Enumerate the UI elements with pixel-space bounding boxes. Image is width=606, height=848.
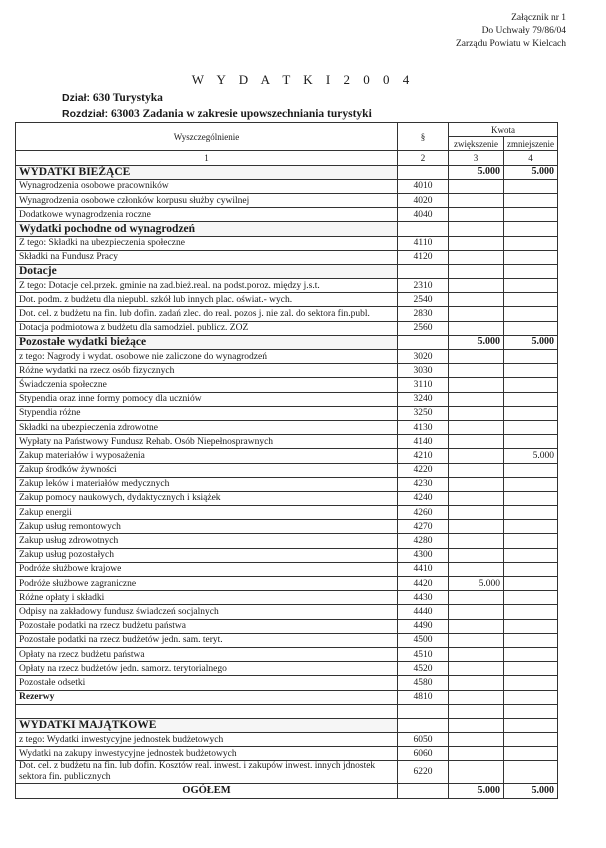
increase-cell: 5.000 <box>449 335 504 349</box>
decrease-cell <box>504 562 558 576</box>
table-row <box>16 520 558 534</box>
item-description: Z tego: Dotacje cel.przek. gminie na zad.bież.real. na podst.poroz. między j.s.t. <box>16 279 398 293</box>
item-description: Pozostałe podatki na rzecz budżetu państwa <box>16 619 398 633</box>
decrease-cell <box>504 307 558 321</box>
table-row <box>16 761 558 784</box>
table-row <box>16 477 558 491</box>
item-paragraph: 3110 <box>398 378 449 392</box>
decrease-cell <box>504 633 558 647</box>
colnum-3: 3 <box>449 151 504 165</box>
total-row <box>16 784 558 798</box>
table-row <box>16 605 558 619</box>
item-description: z tego: Wydatki inwestycyjne jednostek budżetowych <box>16 733 398 747</box>
increase-cell <box>449 647 504 661</box>
item-paragraph: 4270 <box>398 520 449 534</box>
table-row <box>16 747 558 761</box>
header-description: Wyszczególnienie <box>16 123 398 151</box>
increase-cell <box>449 548 504 562</box>
section-row <box>16 165 558 179</box>
item-paragraph: 4110 <box>398 236 449 250</box>
increase-cell <box>449 463 504 477</box>
increase-cell <box>449 534 504 548</box>
header-decrease: zmniejszenie <box>504 137 558 151</box>
item-description: Różne wydatki na rzecz osób fizycznych <box>16 364 398 378</box>
increase-cell <box>449 179 504 193</box>
chapter-value: 63003 Zadania w zakresie upowszechniania turystyki <box>110 108 372 120</box>
page-title: W Y D A T K I 2 0 0 4 <box>191 72 415 87</box>
increase-cell <box>449 208 504 222</box>
item-description: Składki na ubezpieczenia zdrowotne <box>16 420 398 434</box>
item-paragraph: 4500 <box>398 633 449 647</box>
decrease-cell <box>504 406 558 420</box>
decrease-cell <box>504 392 558 406</box>
item-description: Wynagrodzenia osobowe pracowników <box>16 179 398 193</box>
table-row <box>16 463 558 477</box>
table-row <box>16 179 558 193</box>
decrease-cell <box>504 619 558 633</box>
item-paragraph: 4140 <box>398 435 449 449</box>
item-paragraph: 4260 <box>398 506 449 520</box>
item-description: Podróże służbowe krajowe <box>16 562 398 576</box>
item-description: Zakup leków i materiałów medycznych <box>16 477 398 491</box>
increase-cell <box>449 321 504 335</box>
item-paragraph: 4580 <box>398 676 449 690</box>
increase-cell <box>449 605 504 619</box>
item-paragraph: 4040 <box>398 208 449 222</box>
increase-cell <box>449 193 504 207</box>
section-title: WYDATKI BIEŻĄCE <box>16 165 398 179</box>
header-row <box>16 123 558 137</box>
item-description: Pozostałe odsetki <box>16 676 398 690</box>
decrease-cell <box>504 463 558 477</box>
item-paragraph: 4440 <box>398 605 449 619</box>
section-title: WYDATKI MAJĄTKOWE <box>16 718 398 732</box>
decrease-cell: 5.000 <box>504 165 558 179</box>
decrease-cell <box>504 208 558 222</box>
table-row <box>16 506 558 520</box>
increase-cell <box>449 477 504 491</box>
decrease-cell <box>504 264 558 278</box>
attachment-header <box>456 12 566 51</box>
increase-cell <box>449 250 504 264</box>
item-description: Dot. podm. z budżetu dla niepubl. szkół lub innych plac. oświat.- wych. <box>16 293 398 307</box>
paragraph-cell <box>398 264 449 278</box>
increase-cell <box>449 733 504 747</box>
table-row <box>16 435 558 449</box>
decrease-cell <box>504 605 558 619</box>
item-paragraph: 3240 <box>398 392 449 406</box>
table-row <box>16 534 558 548</box>
item-paragraph: 4220 <box>398 463 449 477</box>
item-description: Podróże służbowe zagraniczne <box>16 577 398 591</box>
decrease-cell <box>504 179 558 193</box>
colnum-2: 2 <box>398 151 449 165</box>
item-paragraph: 6060 <box>398 747 449 761</box>
item-description: Z tego: Składki na ubezpieczenia społeczne <box>16 236 398 250</box>
item-paragraph: 3020 <box>398 350 449 364</box>
table-row <box>16 406 558 420</box>
table-row <box>16 392 558 406</box>
increase-cell <box>449 236 504 250</box>
decrease-cell <box>504 548 558 562</box>
decrease-cell <box>504 591 558 605</box>
table-row <box>16 420 558 434</box>
table-row <box>16 591 558 605</box>
item-description: Zakup usług remontowych <box>16 520 398 534</box>
blank-cell <box>16 704 398 718</box>
decrease-cell <box>504 534 558 548</box>
increase-cell <box>449 676 504 690</box>
decrease-cell <box>504 193 558 207</box>
item-description: Dot. cel. z budżetu na fin. lub dofin. zadań zlec. do real. pozos j. nie zal. do sektora fin.publ. <box>16 307 398 321</box>
item-description: Opłaty na rzecz budżetu państwa <box>16 647 398 661</box>
increase-cell <box>449 222 504 236</box>
chapter-label: Rozdział: <box>62 108 109 120</box>
section-row <box>16 222 558 236</box>
colnum-4: 4 <box>504 151 558 165</box>
table-row <box>16 619 558 633</box>
table-row <box>16 548 558 562</box>
item-paragraph: 6050 <box>398 733 449 747</box>
item-description: Wypłaty na Państwowy Fundusz Rehab. Osób Niepełnosprawnych <box>16 435 398 449</box>
item-paragraph: 4280 <box>398 534 449 548</box>
decrease-cell <box>504 761 558 784</box>
increase-cell <box>449 619 504 633</box>
table-row <box>16 279 558 293</box>
item-description: Wydatki na zakupy inwestycyjne jednostek budżetowych <box>16 747 398 761</box>
table-row <box>16 321 558 335</box>
table-row <box>16 733 558 747</box>
decrease-cell <box>504 676 558 690</box>
item-paragraph: 4510 <box>398 647 449 661</box>
resolution-reference: Do Uchwały 79/86/04 <box>481 26 566 36</box>
expenditure-table <box>15 122 558 799</box>
item-description: Zakup usług zdrowotnych <box>16 534 398 548</box>
increase-cell <box>449 761 504 784</box>
decrease-cell: 5.000 <box>504 449 558 463</box>
attachment-number: Załącznik nr 1 <box>511 13 566 23</box>
table-row <box>16 350 558 364</box>
decrease-cell <box>504 477 558 491</box>
increase-cell <box>449 350 504 364</box>
decrease-cell <box>504 506 558 520</box>
item-paragraph: 4300 <box>398 548 449 562</box>
blank-cell <box>398 704 449 718</box>
decrease-cell <box>504 321 558 335</box>
item-description: Zakup usług pozostałych <box>16 548 398 562</box>
item-paragraph: 6220 <box>398 761 449 784</box>
item-paragraph: 4490 <box>398 619 449 633</box>
blank-cell <box>504 704 558 718</box>
item-paragraph: 4020 <box>398 193 449 207</box>
item-paragraph: 2310 <box>398 279 449 293</box>
decrease-cell <box>504 222 558 236</box>
increase-cell <box>449 293 504 307</box>
item-description: Składki na Fundusz Pracy <box>16 250 398 264</box>
increase-cell <box>449 264 504 278</box>
table-row <box>16 250 558 264</box>
section-title: Dotacje <box>16 264 398 278</box>
paragraph-cell <box>398 222 449 236</box>
item-paragraph: 3250 <box>398 406 449 420</box>
table-row <box>16 364 558 378</box>
item-description: Stypendia różne <box>16 406 398 420</box>
item-paragraph: 2830 <box>398 307 449 321</box>
paragraph-cell <box>398 784 449 798</box>
table-row <box>16 647 558 661</box>
increase-cell <box>449 364 504 378</box>
decrease-cell <box>504 577 558 591</box>
chapter-line <box>62 108 372 120</box>
increase-cell <box>449 662 504 676</box>
total-decrease: 5.000 <box>504 784 558 798</box>
item-paragraph: 4130 <box>398 420 449 434</box>
table-row <box>16 690 558 704</box>
decrease-cell <box>504 647 558 661</box>
item-description: Dotacja podmiotowa z budżetu dla samodziel. publicz. ZOZ <box>16 321 398 335</box>
increase-cell <box>449 520 504 534</box>
paragraph-cell <box>398 718 449 732</box>
table-row <box>16 633 558 647</box>
header-amount: Kwota <box>449 123 558 137</box>
item-paragraph: 4430 <box>398 591 449 605</box>
decrease-cell <box>504 733 558 747</box>
section-title: Pozostałe wydatki bieżące <box>16 335 398 349</box>
item-description: Zakup energii <box>16 506 398 520</box>
section-row <box>16 264 558 278</box>
decrease-cell <box>504 747 558 761</box>
table-row <box>16 193 558 207</box>
table-row <box>16 378 558 392</box>
item-description: Pozostałe podatki na rzecz budżetów jedn. sam. teryt. <box>16 633 398 647</box>
table-row <box>16 491 558 505</box>
increase-cell <box>449 279 504 293</box>
item-paragraph: 4210 <box>398 449 449 463</box>
decrease-cell: 5.000 <box>504 335 558 349</box>
item-description: Świadczenia społeczne <box>16 378 398 392</box>
increase-cell: 5.000 <box>449 577 504 591</box>
increase-cell <box>449 449 504 463</box>
header-paragraph: § <box>398 123 449 151</box>
increase-cell <box>449 747 504 761</box>
section-row <box>16 718 558 732</box>
decrease-cell <box>504 236 558 250</box>
item-paragraph: 4010 <box>398 179 449 193</box>
decrease-cell <box>504 279 558 293</box>
blank-cell <box>449 704 504 718</box>
decrease-cell <box>504 690 558 704</box>
total-increase: 5.000 <box>449 784 504 798</box>
total-label: OGÓŁEM <box>16 784 398 798</box>
increase-cell <box>449 690 504 704</box>
table-row <box>16 577 558 591</box>
decrease-cell <box>504 435 558 449</box>
increase-cell <box>449 562 504 576</box>
item-description: z tego: Nagrody i wydat. osobowe nie zaliczone do wynagrodzeń <box>16 350 398 364</box>
paragraph-cell <box>398 165 449 179</box>
increase-cell <box>449 491 504 505</box>
division-label: Dział: <box>62 92 91 104</box>
item-paragraph: 3030 <box>398 364 449 378</box>
item-paragraph: 2560 <box>398 321 449 335</box>
colnum-1: 1 <box>16 151 398 165</box>
issuing-board: Zarządu Powiatu w Kielcach <box>456 39 566 49</box>
increase-cell: 5.000 <box>449 165 504 179</box>
table-row <box>16 676 558 690</box>
table-row <box>16 562 558 576</box>
increase-cell <box>449 392 504 406</box>
increase-cell <box>449 633 504 647</box>
item-description: Stypendia oraz inne formy pomocy dla uczniów <box>16 392 398 406</box>
item-description: Rezerwy <box>16 690 398 704</box>
item-paragraph: 4810 <box>398 690 449 704</box>
decrease-cell <box>504 420 558 434</box>
item-description: Odpisy na zakładowy fundusz świadczeń socjalnych <box>16 605 398 619</box>
column-number-row <box>16 151 558 165</box>
decrease-cell <box>504 718 558 732</box>
item-description: Zakup środków żywności <box>16 463 398 477</box>
table-row <box>16 449 558 463</box>
paragraph-cell <box>398 335 449 349</box>
table-row <box>16 208 558 222</box>
division-value: 630 Turystyka <box>92 92 163 104</box>
decrease-cell <box>504 378 558 392</box>
division-line <box>62 92 163 104</box>
decrease-cell <box>504 662 558 676</box>
item-description: Opłaty na rzecz budżetów jedn. samorz. terytorialnego <box>16 662 398 676</box>
item-description: Różne opłaty i składki <box>16 591 398 605</box>
increase-cell <box>449 718 504 732</box>
table-row <box>16 293 558 307</box>
item-paragraph: 4230 <box>398 477 449 491</box>
item-paragraph: 4240 <box>398 491 449 505</box>
item-paragraph: 2540 <box>398 293 449 307</box>
table-row <box>16 236 558 250</box>
table-row <box>16 704 558 718</box>
item-paragraph: 4120 <box>398 250 449 264</box>
item-description: Zakup pomocy naukowych, dydaktycznych i książek <box>16 491 398 505</box>
increase-cell <box>449 307 504 321</box>
table-row <box>16 307 558 321</box>
section-row <box>16 335 558 349</box>
increase-cell <box>449 378 504 392</box>
decrease-cell <box>504 364 558 378</box>
decrease-cell <box>504 293 558 307</box>
item-description: Dot. cel. z budżetu na fin. lub dofin. Kosztów real. inwest. i zakupów inwest. innych jdnostek sektora fin. publicznych <box>16 761 398 784</box>
item-paragraph: 4520 <box>398 662 449 676</box>
item-paragraph: 4410 <box>398 562 449 576</box>
increase-cell <box>449 420 504 434</box>
increase-cell <box>449 506 504 520</box>
section-title: Wydatki pochodne od wynagrodzeń <box>16 222 398 236</box>
table-row <box>16 662 558 676</box>
item-description: Zakup materiałów i wyposażenia <box>16 449 398 463</box>
header-increase: zwiększenie <box>449 137 504 151</box>
item-description: Wynagrodzenia osobowe członków korpusu służby cywilnej <box>16 193 398 207</box>
item-description: Dodatkowe wynagrodzenia roczne <box>16 208 398 222</box>
decrease-cell <box>504 520 558 534</box>
decrease-cell <box>504 250 558 264</box>
item-paragraph: 4420 <box>398 577 449 591</box>
increase-cell <box>449 406 504 420</box>
increase-cell <box>449 435 504 449</box>
decrease-cell <box>504 491 558 505</box>
increase-cell <box>449 591 504 605</box>
decrease-cell <box>504 350 558 364</box>
